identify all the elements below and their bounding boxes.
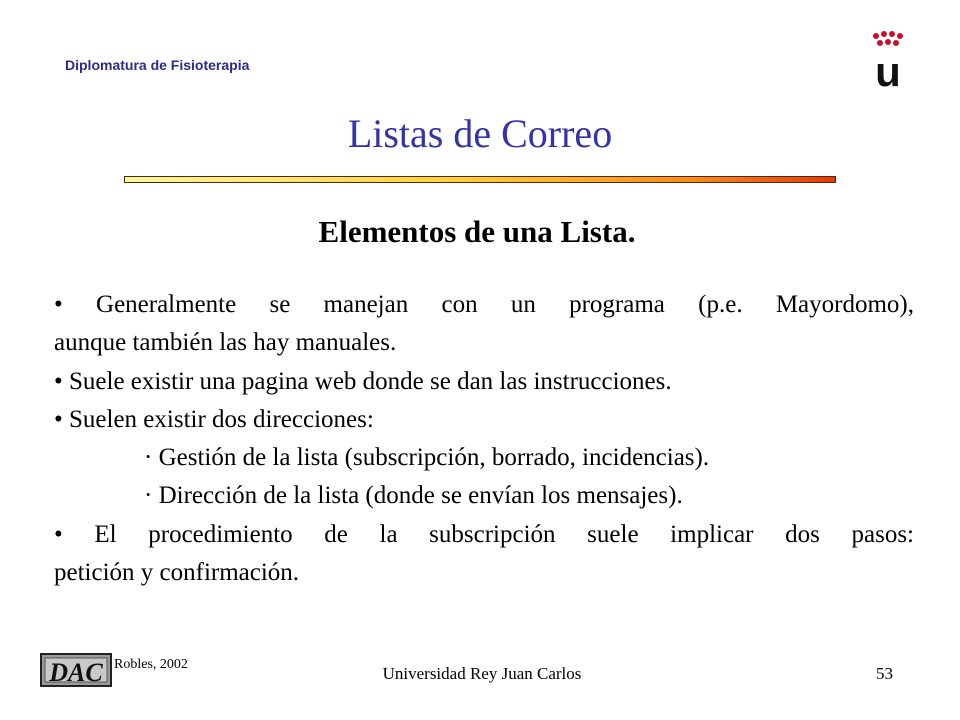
course-label: Diplomatura de Fisioterapia	[65, 57, 250, 73]
footer-institution: Universidad Rey Juan Carlos	[382, 664, 582, 683]
body-line: petición y confirmación.	[54, 559, 300, 587]
badge-text: DAC	[49, 658, 103, 687]
body-line: • Generalmente se manejan con un programa (p.e. Mayordomo),	[54, 291, 914, 318]
logo-letter: u	[875, 48, 901, 90]
body-line: • Suelen existir dos direcciones:	[54, 405, 374, 433]
page-number: 53	[876, 664, 893, 683]
body-line: • El procedimiento de la subscripción suele implicar dos pasos:	[54, 520, 914, 548]
slide-body	[54, 286, 914, 592]
slide-subtitle: Elementos de una Lista.	[318, 214, 636, 249]
slide-title: Listas de Correo	[347, 111, 613, 156]
body-subline: · Gestión de la lista (subscripción, borrado, incidencias).	[144, 444, 710, 472]
urjc-crown-logo	[868, 30, 908, 90]
body-line: aunque también las hay manuales.	[54, 329, 397, 357]
title-divider	[124, 176, 836, 183]
body-line: • Suele existir una pagina web donde se dan las instrucciones.	[54, 367, 672, 395]
body-subline: · Dirección de la lista (donde se envían los mensajes).	[144, 482, 683, 510]
footer-author: Robles, 2002	[114, 657, 188, 672]
